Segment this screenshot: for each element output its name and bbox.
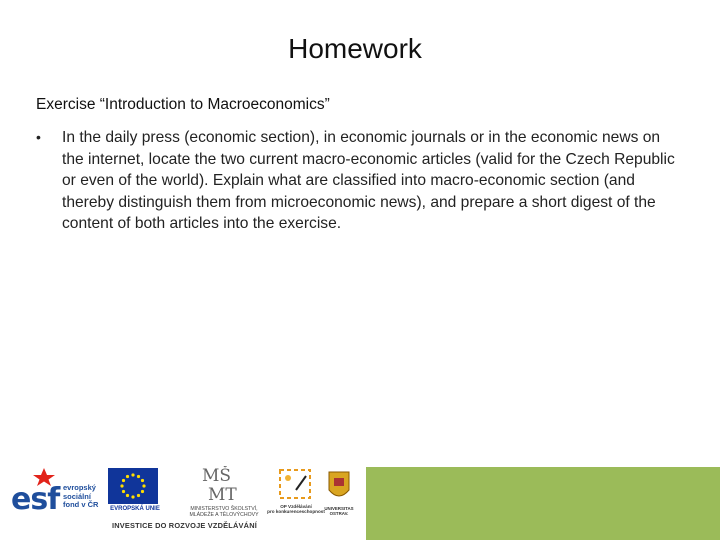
bullet-list: [36, 127, 676, 235]
op-vk-logo: [266, 466, 324, 522]
university-caption-line: OSTRAV.: [329, 511, 349, 516]
esf-caption-line: fond v ČR: [63, 500, 99, 509]
slide-title: Homework: [288, 33, 422, 64]
svg-text:MT: MT: [208, 485, 237, 504]
msmt-logo: [182, 466, 264, 522]
esf-caption-line: sociální: [63, 491, 91, 501]
university-crest-icon: [327, 468, 351, 504]
esf-caption-line: evropský: [63, 483, 96, 492]
university-caption-line: UNIVERSITAS: [324, 506, 354, 511]
svg-text:MŠ: MŠ: [202, 466, 232, 486]
msmt-caption-line: MINISTERSTVO ŠKOLSTVÍ,: [190, 506, 258, 512]
op-vk-caption: [266, 504, 326, 514]
msmt-caption-line: MLÁDEŽE A TĚLOVÝCHOVY: [189, 512, 259, 518]
eu-flag-icon: [108, 468, 158, 504]
university-logo: [322, 468, 356, 518]
eu-logo: [108, 468, 160, 518]
op-vk-caption-line: OP Vzdělávání: [280, 504, 312, 509]
bullet-item-text: In the daily press (economic section), in economic journals or in the economic news on the internet, locate the two current macro-economic articles (valid for the Czech Republic or even of the world). Explain what are classified into macro-economic section (and thereby distinguish them from microeconomic news), and prepare a short digest of the content of both articles into the exercise.: [62, 129, 675, 233]
esf-caption: [63, 484, 98, 510]
op-vk-emblem-icon: [276, 466, 316, 502]
op-vk-caption-line: pro konkurenceschopnost: [267, 509, 325, 515]
eu-label: EVROPSKÁ UNIE: [110, 506, 160, 512]
investment-tagline: INVESTICE DO ROZVOJE VZDĚLÁVÁNÍ: [112, 521, 257, 530]
exercise-heading: Exercise “Introduction to Macroeconomics”: [36, 96, 330, 113]
msmt-mark-icon: [196, 466, 246, 504]
msmt-caption: [182, 506, 266, 518]
bullet-marker: •: [36, 129, 41, 145]
esf-letters: esf: [11, 482, 60, 517]
green-footer-block: [366, 467, 720, 540]
esf-logo: [11, 468, 103, 518]
university-caption: [322, 506, 356, 516]
